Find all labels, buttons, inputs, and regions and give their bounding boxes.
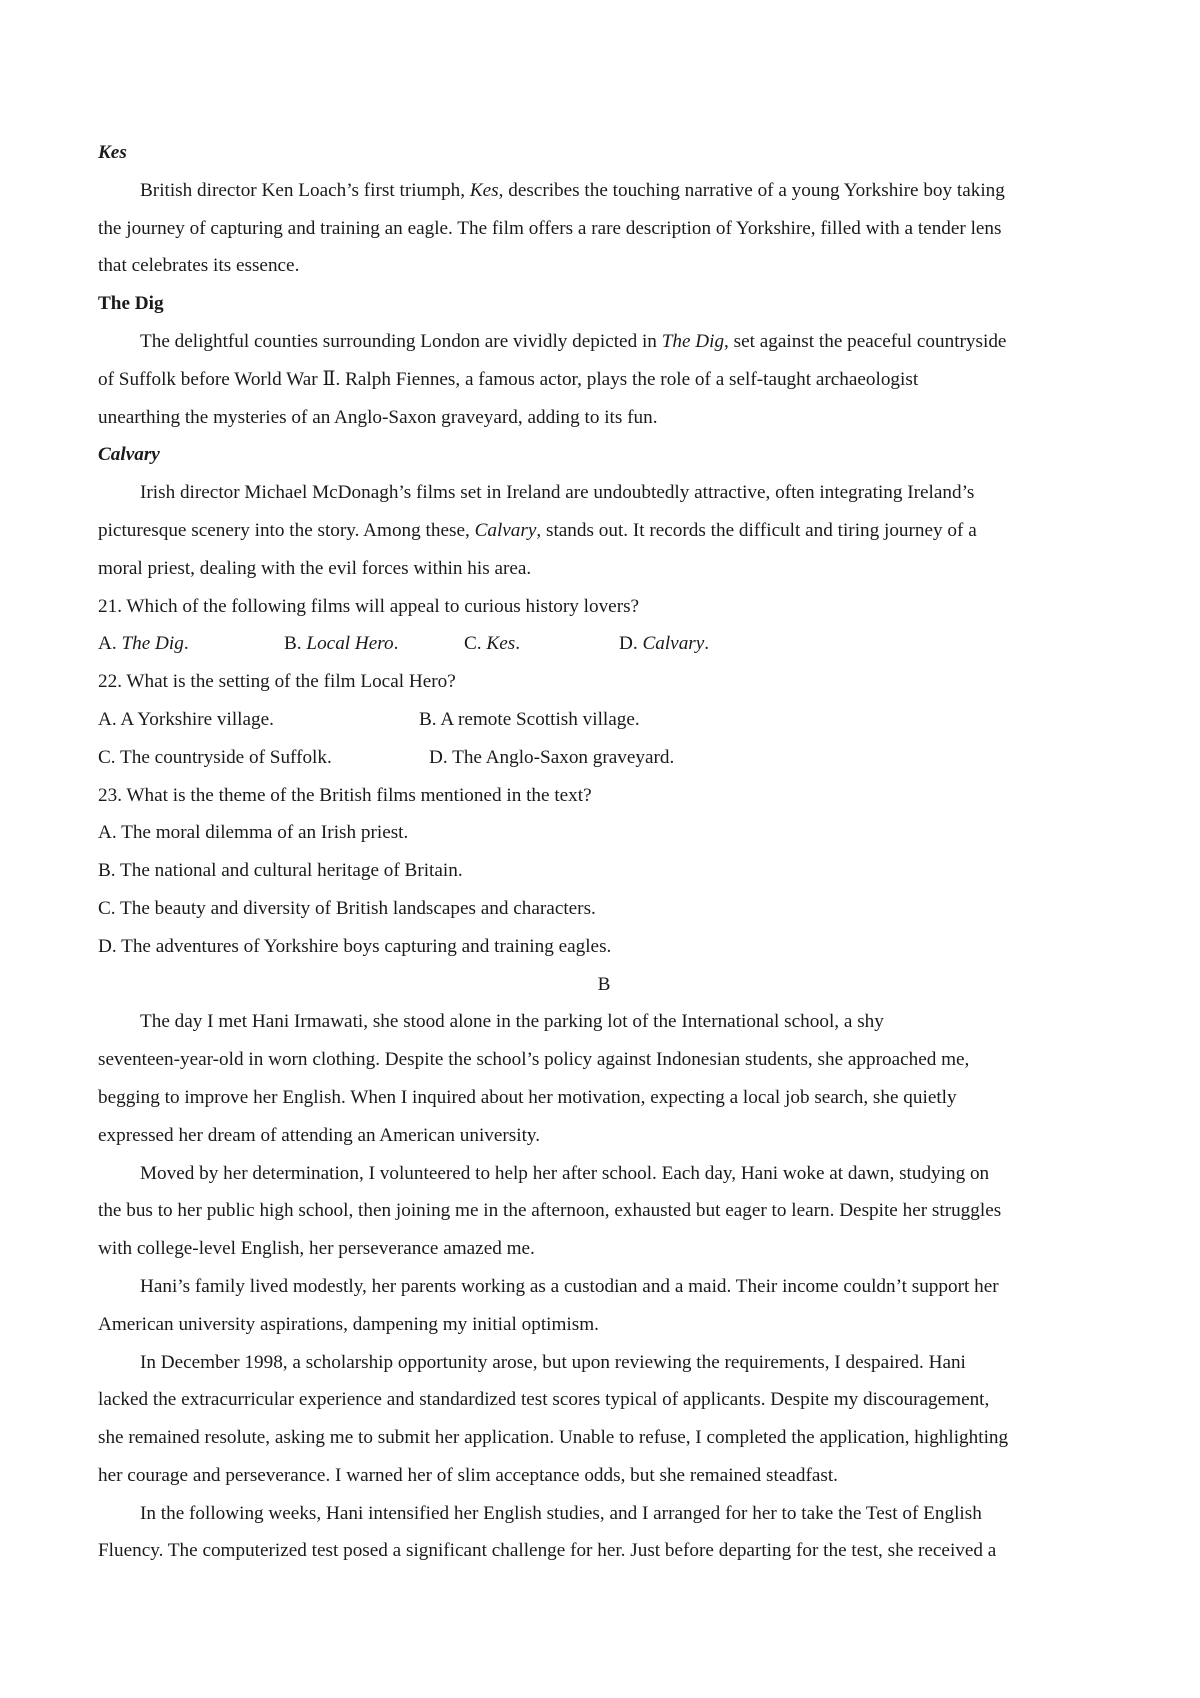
options-row <box>98 890 1110 928</box>
answer-option[interactable]: A. The Dig. <box>98 633 189 655</box>
question-block <box>98 588 1110 966</box>
film-description-line: British director Ken Loach’s first triumph, Kes, describes the touching narrative of a young Yorkshire boy taking <box>140 179 1005 201</box>
question-stem: 22. What is the setting of the film Local Hero? <box>98 671 456 693</box>
options-row <box>98 928 1110 966</box>
passage-line: Moved by her determination, I volunteered to help her after school. Each day, Hani woke at dawn, studying on <box>140 1162 990 1184</box>
section-b-label: B <box>597 973 611 995</box>
answer-option[interactable]: C. The countryside of Suffolk. <box>98 746 332 768</box>
passage-line: Fluency. The computerized test posed a significant challenge for her. Just before departing for the test, she received a <box>98 1540 997 1562</box>
passage-line: expressed her dream of attending an American university. <box>98 1124 541 1146</box>
film-description-line: Irish director Michael McDonagh’s films set in Ireland are undoubtedly attractive, often integrating Ireland’s <box>140 482 975 504</box>
passage-line: The day I met Hani Irmawati, she stood alone in the parking lot of the International school, a shy <box>140 1011 884 1033</box>
passage-line: with college-level English, her perseverance amazed me. <box>98 1238 535 1260</box>
film-description-line: unearthing the mysteries of an Anglo-Saxon graveyard, adding to its fun. <box>98 406 658 428</box>
answer-option[interactable]: D. The adventures of Yorkshire boys capturing and training eagles. <box>98 935 612 957</box>
passage-line: In the following weeks, Hani intensified her English studies, and I arranged for her to take the Test of English <box>140 1502 982 1524</box>
passage-paragraph <box>98 1495 1110 1571</box>
options-row <box>98 701 1110 739</box>
film-description-line: picturesque scenery into the story. Among these, Calvary, stands out. It records the difficult and tiring journey of a <box>98 519 977 541</box>
passage-paragraph <box>98 1344 1110 1495</box>
film-title: Calvary <box>98 444 160 466</box>
question-stem: 21. Which of the following films will appeal to curious history lovers? <box>98 595 640 617</box>
film-title-reference: The Dig <box>661 330 725 352</box>
answer-option[interactable]: D. Calvary. <box>619 633 710 655</box>
options-row <box>98 852 1110 890</box>
passage-line: the bus to her public high school, then joining me in the afternoon, exhausted but eager to learn. Despite her struggles <box>98 1200 1002 1222</box>
passage-line: lacked the extracurricular experience and standardized test scores typical of applicants. Despite my discouragement, <box>98 1389 990 1411</box>
passage-line: her courage and perseverance. I warned her of slim acceptance odds, but she remained steadfast. <box>98 1464 838 1486</box>
answer-option[interactable]: B. Local Hero. <box>284 633 399 655</box>
passage-paragraph <box>98 1268 1110 1344</box>
film-title: The Dig <box>98 293 164 315</box>
options-row <box>98 814 1110 852</box>
options-row <box>98 625 1110 663</box>
film-description-line: the journey of capturing and training an eagle. The film offers a rare description of Yorkshire, filled with a tender lens <box>98 217 1002 239</box>
answer-option[interactable]: B. A remote Scottish village. <box>419 708 640 730</box>
answer-option[interactable]: A. A Yorkshire village. <box>98 708 274 730</box>
film-description-line: moral priest, dealing with the evil forces within his area. <box>98 557 532 579</box>
passage-line: American university aspirations, dampening my initial optimism. <box>98 1313 599 1335</box>
film-description-line: that celebrates its essence. <box>98 255 300 277</box>
passage-line: seventeen-year-old in worn clothing. Despite the school’s policy against Indonesian students, she approached me, <box>98 1049 970 1071</box>
section-b-passage <box>98 1003 1110 1570</box>
answer-option[interactable]: D. The Anglo-Saxon graveyard. <box>429 746 675 768</box>
film-description-line: of Suffolk before World War Ⅱ. Ralph Fiennes, a famous actor, plays the role of a self-taught archaeologist <box>98 368 919 390</box>
passage-paragraph <box>98 1003 1110 1154</box>
passage-line: In December 1998, a scholarship opportunity arose, but upon reviewing the requirements, I despaired. Hani <box>140 1351 966 1373</box>
options-row <box>98 739 1110 777</box>
exam-page <box>98 134 1110 1570</box>
passage-line: begging to improve her English. When I inquired about her motivation, expecting a local job search, she quietly <box>98 1086 957 1108</box>
answer-option[interactable]: A. The moral dilemma of an Irish priest. <box>98 822 409 844</box>
passage-line: she remained resolute, asking me to submit her application. Unable to refuse, I completed the application, highlighting <box>98 1427 1009 1449</box>
film-title: Kes <box>98 142 127 163</box>
section-a-film-reviews <box>98 134 1110 588</box>
answer-option[interactable]: C. The beauty and diversity of British landscapes and characters. <box>98 897 596 919</box>
passage-line: Hani’s family lived modestly, her parents working as a custodian and a maid. Their income couldn’t support her <box>140 1275 999 1297</box>
film-title-reference: Kes <box>469 179 499 201</box>
passage-paragraph <box>98 1155 1110 1268</box>
answer-option[interactable]: C. Kes. <box>464 633 520 655</box>
film-description-line: The delightful counties surrounding London are vividly depicted in The Dig, set against the peaceful countryside <box>140 330 1007 352</box>
answer-option[interactable]: B. The national and cultural heritage of Britain. <box>98 860 463 882</box>
question-stem: 23. What is the theme of the British films mentioned in the text? <box>98 784 592 806</box>
film-title-reference: Calvary <box>474 519 537 541</box>
